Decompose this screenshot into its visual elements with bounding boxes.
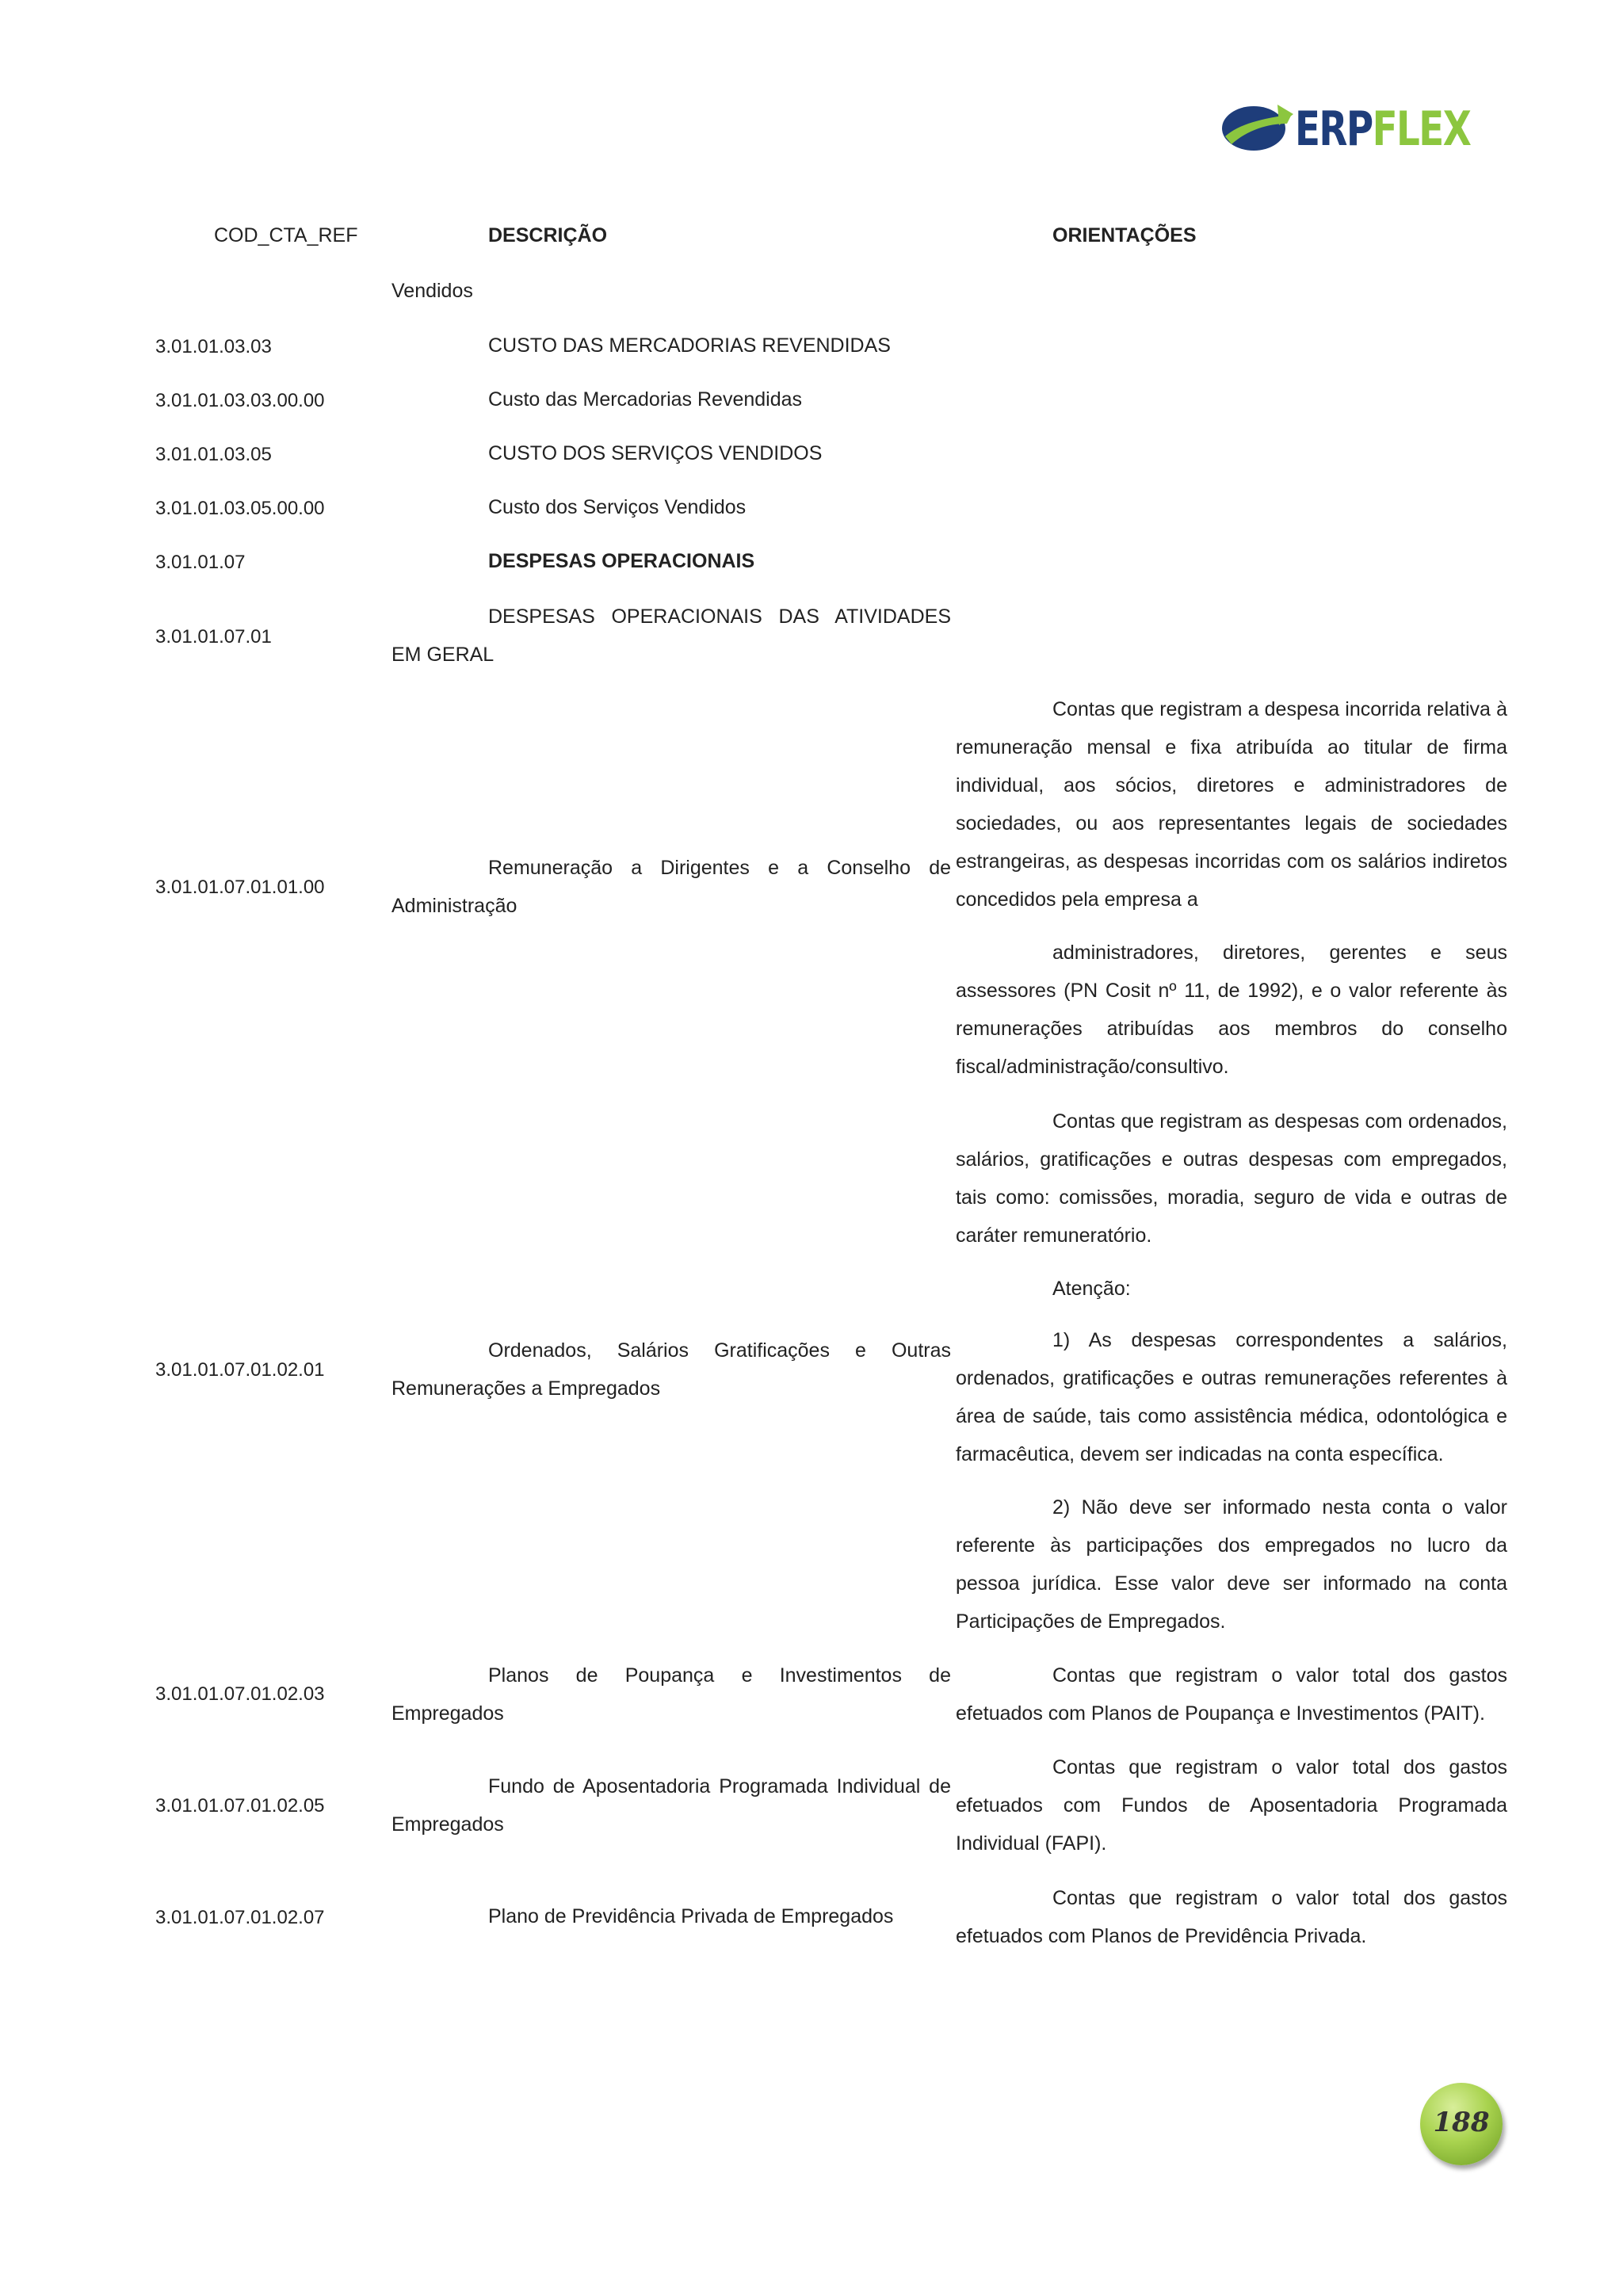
erpflex-logo [1220,100,1474,159]
logo-flex-text: FLEX [1372,101,1471,157]
row-desc: DESPESAS OPERACIONAIS [488,550,755,572]
row-desc: Remuneração a Dirigentes e a Conselho de Administração [391,857,951,917]
row-code: 3.01.01.03.05.00.00 [155,498,325,519]
header-orientacoes: ORIENTAÇÕES [1052,224,1197,246]
row-desc: Ordenados, Salários Gratificações e Outras Remunerações a Empregados [391,1339,951,1400]
row-code: 3.01.01.03.03.00.00 [155,390,325,411]
row-code: 3.01.01.07.01 [155,626,272,648]
row-orientation: 1) As despesas correspondentes a salários, ordenados, gratificações e outras remunerações referentes à área de saúde, tais como assistência médica, odontológica e farmacêutica, devem ser indicadas na conta específica. [956,1329,1507,1465]
row-code: 3.01.01.03.03 [155,336,272,357]
swoosh-logo-icon [1220,100,1293,155]
row-code: 3.01.01.07 [155,552,246,573]
row-desc: Plano de Previdência Privada de Empregados [488,1905,894,1927]
header-cod-cta-ref: COD_CTA_REF [214,224,358,246]
row-orientation: administradores, diretores, gerentes e seus assessores (PN Cosit nº 11, de 1992), e o valor referente às remunerações atribuídas aos membros do conselho fiscal/administração/consultivo. [956,942,1507,1078]
row-desc: Planos de Poupança e Investimentos de Empregados [391,1664,951,1725]
row-code: 3.01.01.07.01.02.05 [155,1795,325,1817]
row-orientation: Contas que registram o valor total dos gastos efetuados com Planos de Previdência Privada. [956,1887,1507,1947]
row-orientation: Contas que registram as despesas com ordenados, salários, gratificações e outras despesas com empregados, tais como: comissões, moradia, seguro de vida e outras de caráter remuneratório. [956,1110,1507,1247]
row-code: 3.01.01.07.01.02.03 [155,1683,325,1705]
logo-erp-text: ERP [1295,101,1373,157]
row-orientation: Atenção: [1052,1278,1131,1300]
row-desc: Custo dos Serviços Vendidos [488,496,747,518]
row-desc: Fundo de Aposentadoria Programada Individual de Empregados [391,1775,951,1836]
row-orientation: 2) Não deve ser informado nesta conta o valor referente às participações dos empregados no lucro da pessoa jurídica. Esse valor deve ser informado na conta Participações de Empregados. [956,1496,1507,1633]
page-number-badge [1420,2083,1503,2165]
row-orientation: Contas que registram o valor total dos gastos efetuados com Fundos de Aposentadoria Programada Individual (FAPI). [956,1756,1507,1855]
row-desc: Custo das Mercadorias Revendidas [488,388,803,411]
row-desc: CUSTO DAS MERCADORIAS REVENDIDAS [488,334,891,357]
row-code: 3.01.01.03.05 [155,444,272,465]
row-desc-continuation: Vendidos [391,280,473,302]
row-code: 3.01.01.07.01.02.01 [155,1359,325,1381]
row-orientation: Contas que registram o valor total dos gastos efetuados com Planos de Poupança e Investimentos (PAIT). [956,1664,1507,1725]
row-desc: DESPESAS OPERACIONAIS DAS ATIVIDADES EM GERAL [391,606,951,666]
row-code: 3.01.01.07.01.01.00 [155,877,325,898]
row-orientation: Contas que registram a despesa incorrida relativa à remuneração mensal e fixa atribuída ao titular de firma individual, aos sócios, diretores e administradores de sociedades, ou aos representantes legais de sociedades estrangeiras, as despesas incorridas com os salários indiretos concedidos pela empresa a [956,698,1507,911]
header-descricao: DESCRIÇÃO [488,224,608,246]
row-desc: CUSTO DOS SERVIÇOS VENDIDOS [488,442,823,464]
page-number: 188 [1433,2107,1490,2138]
row-code: 3.01.01.07.01.02.07 [155,1907,325,1928]
logo-wordmark [1295,103,1470,155]
